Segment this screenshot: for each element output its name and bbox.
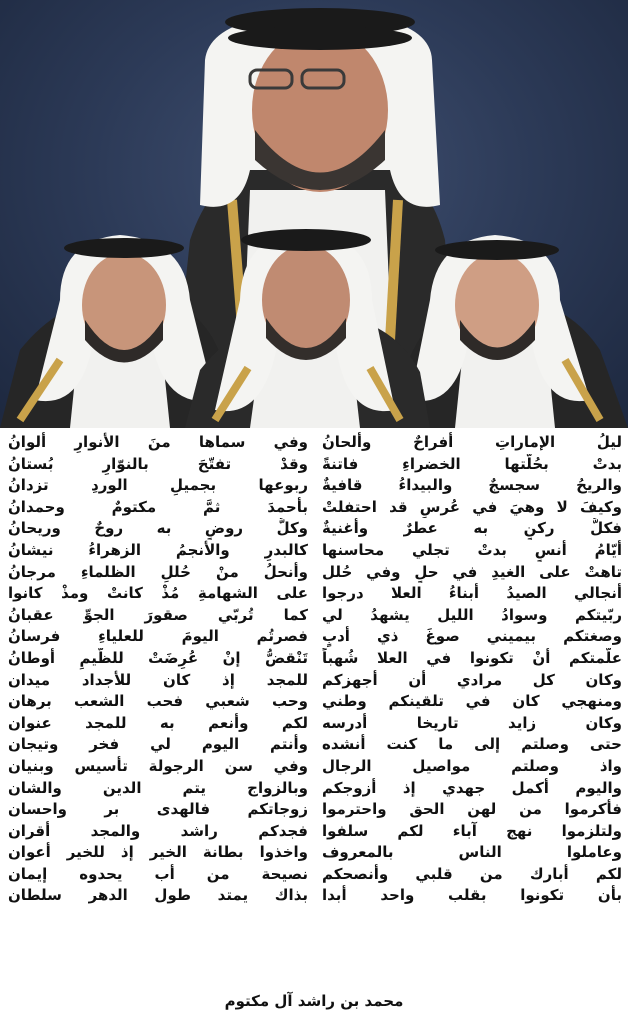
poem-right-column	[322, 432, 622, 907]
verse: بأحمدَ ثمَّ مكتومٌ وحمدانُ	[8, 497, 308, 516]
verse: ليلُ الإماراتِ أفراحٌ وألحانُ	[322, 433, 622, 451]
verse: والريحُ سجسجٌ والبيداءُ قافيةٌ	[322, 476, 622, 495]
portrait-photo-icon	[0, 0, 628, 428]
poem-signature: محمد بن راشد آل مكتوم	[224, 992, 404, 1010]
verse: وفي سماها منَ الأنوارِ ألوانُ	[8, 433, 308, 451]
portrait-photo	[0, 0, 628, 428]
verse: تَنْقضُّ إنْ عُرِضَتْ للظّيمِ أوطانُ	[8, 648, 308, 667]
verse: نصيحة من أب يحدوه إيمان	[8, 864, 308, 883]
verse: على الشهامةِ مُذْ كانتْ ومذْ كانوا	[8, 584, 308, 603]
verse: وحب شعبي فحب الشعب برهان	[8, 692, 308, 711]
verse: واليوم أكمل جهدي إذ أزوجكم	[322, 778, 622, 797]
verse: فكلُّ ركنٍ به عطرٌ وأغنيةٌ	[322, 519, 622, 538]
verse: واذ وصلتم مواصيل الرجال	[322, 756, 622, 775]
verse: وكيفَ لا وهيَ في عُرسٍ قد احتفلتْ	[322, 497, 622, 516]
verse: وعاملوا الناس بالمعروف	[322, 843, 622, 862]
verse: ولتلزموا نهج آباء لكم سلفوا	[322, 821, 622, 840]
verse: وكلُّ روضٍ به روحٌ وريحانُ	[8, 519, 308, 538]
verse: فصرتُم اليومَ للعلياءِ فرسانُ	[8, 627, 308, 646]
verse: كما تُربّي صقورَ الجوِّ عقبانُ	[8, 605, 308, 624]
verse: واخذوا بطانة الخير إذ للخير أعوان	[8, 843, 308, 862]
poem	[0, 428, 628, 988]
verse: وفي سن الرجولة تأسيس وبنيان	[8, 756, 308, 775]
verse: وبالزواج يتم الدين والشان	[8, 778, 308, 797]
verse: ربّيتكم وسوادُ الليل يشهدُ لي	[322, 605, 622, 624]
verse: وكان زايد تاريخا أدرسه	[322, 713, 622, 732]
verse: علّمتكم أنْ تكونوا في العلا شُهباً	[322, 648, 622, 667]
verse: أيّامُ أنسٍ بدتْ تجلي محاسنها	[322, 540, 622, 559]
verse: لكم أبارك من قلبي وأنصحكم	[322, 864, 622, 883]
verse: حتى وصلتم إلى ما كنت أنشده	[322, 735, 622, 754]
verse: فأكرموا من لهن الحق واحترموا	[322, 800, 622, 819]
verse: تاهتْ على الغيدِ في حلٍ وفي حُلل	[322, 562, 622, 581]
verse: أنجالي الصيدُ أبناءُ العلا درجوا	[322, 584, 622, 603]
verse: وقدْ تفتّحَ بالنوّارِ بُستانُ	[8, 454, 308, 473]
verse: ومنهجي كان في تلقينكم وطني	[322, 692, 622, 711]
verse: ربوعها بجميلِ الوردِ تزدانُ	[8, 476, 308, 495]
verse: وأنتم اليوم لي فخر وتيجان	[8, 735, 308, 754]
verse: لكم وأنعم به للمجد عنوان	[8, 713, 308, 732]
verse: بأن تكونوا بقلب واحد أبدا	[322, 886, 622, 905]
verse: كالبدرِ والأنجمُ الزهراءُ نيشانُ	[8, 540, 308, 559]
poem-left-column	[8, 432, 308, 907]
verse: للمجد إذ كان للأجداد ميدان	[8, 670, 308, 689]
verse: بذاك يمتد طول الدهر سلطان	[8, 886, 308, 905]
verse: فجدكم راشد والمجد أقران	[8, 821, 308, 840]
verse: زوجاتكم فالهدى بر واحسان	[8, 800, 308, 819]
verse: وكان كل مرادي أن أجهزكم	[322, 670, 622, 689]
verse: وأنحلُ منْ حُللِ الظلماءِ مرجانُ	[8, 562, 308, 581]
verse: وصغتكم بيميني صوغَ ذي أدبٍ	[322, 627, 622, 646]
verse: بدتْ بحُلّتها الخضراءِ فاتنةً	[322, 454, 622, 473]
